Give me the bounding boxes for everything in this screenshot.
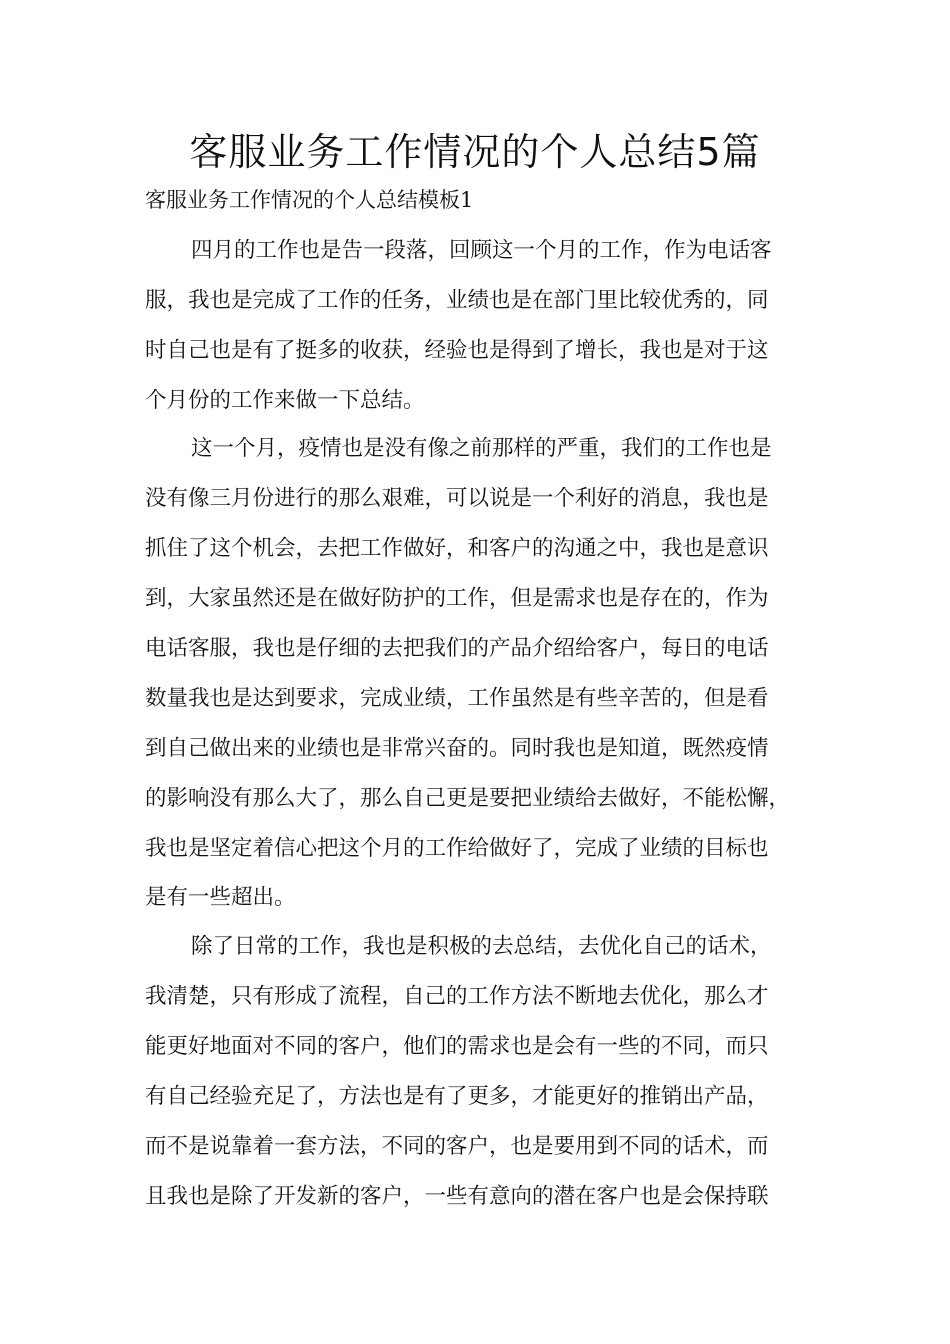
- paragraph-line: 时自己也是有了挺多的收获，经验也是得到了增长，我也是对于这: [145, 338, 769, 363]
- document-title: 客服业务工作情况的个人总结5篇: [189, 130, 761, 174]
- paragraph-line: 能更好地面对不同的客户，他们的需求也是会有一些的不同，而只: [145, 1034, 769, 1059]
- paragraph-line: 服，我也是完成了工作的任务，业绩也是在部门里比较优秀的，同: [145, 288, 769, 313]
- paragraph-line: 是有一些超出。: [145, 885, 296, 910]
- paragraph-line: 电话客服，我也是仔细的去把我们的产品介绍给客户，每日的电话: [145, 636, 769, 661]
- paragraph-line: 的影响没有那么大了，那么自己更是要把业绩给去做好，不能松懈，: [145, 786, 791, 811]
- paragraph-line: 我也是坚定着信心把这个月的工作给做好了，完成了业绩的目标也: [145, 836, 769, 861]
- paragraph-line: 我清楚，只有形成了流程，自己的工作方法不断地去优化，那么才: [145, 984, 769, 1009]
- paragraph-line: 四月的工作也是告一段落，回顾这一个月的工作，作为电话客: [191, 238, 772, 263]
- paragraph-line: 而不是说靠着一套方法，不同的客户，也是要用到不同的话术，而: [145, 1134, 769, 1159]
- paragraph-line: 这一个月，疫情也是没有像之前那样的严重，我们的工作也是: [191, 436, 772, 461]
- paragraph-line: 抓住了这个机会，去把工作做好，和客户的沟通之中，我也是意识: [145, 536, 769, 561]
- paragraph-line: 数量我也是达到要求，完成业绩，工作虽然是有些辛苦的，但是看: [145, 686, 769, 711]
- paragraph-line: 个月份的工作来做一下总结。: [145, 388, 425, 413]
- paragraph-line: 到自己做出来的业绩也是非常兴奋的。同时我也是知道，既然疫情: [145, 736, 769, 761]
- paragraph-line: 到，大家虽然还是在做好防护的工作，但是需求也是存在的，作为: [145, 586, 769, 611]
- paragraph-line: 且我也是除了开发新的客户，一些有意向的潜在客户也是会保持联: [145, 1184, 769, 1209]
- paragraph-line: 没有像三月份进行的那么艰难，可以说是一个利好的消息，我也是: [145, 486, 769, 511]
- document-subtitle: 客服业务工作情况的个人总结模板1: [145, 188, 474, 212]
- paragraph-line: 除了日常的工作，我也是积极的去总结，去优化自己的话术，: [191, 934, 772, 959]
- paragraph-line: 有自己经验充足了，方法也是有了更多，才能更好的推销出产品，: [145, 1084, 769, 1109]
